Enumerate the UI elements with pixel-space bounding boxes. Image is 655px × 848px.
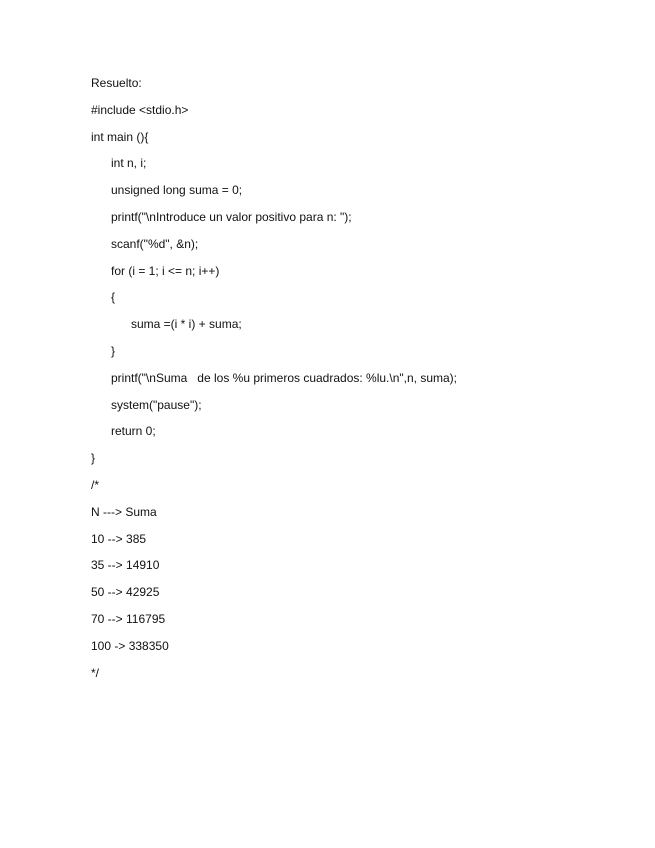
declare-vars-line: int n, i;	[111, 156, 147, 171]
result-row: 70 --> 116795	[91, 611, 166, 626]
result-row: 10 --> 385	[91, 531, 147, 546]
resuelto-heading: Resuelto:	[91, 76, 142, 90]
results-header: N ---> Suma	[91, 504, 157, 519]
return-line: return 0;	[111, 424, 156, 439]
document-body	[91, 75, 631, 691]
loop-open-brace: {	[111, 290, 116, 305]
declare-suma-line: unsigned long suma = 0;	[111, 183, 243, 198]
scanf-line: scanf("%d", &n);	[111, 236, 199, 251]
result-row: 35 --> 14910	[91, 558, 160, 573]
printf-prompt-line: printf("\nIntroduce un valor positivo para n: ");	[111, 209, 352, 224]
loop-body-line: suma =(i * i) + suma;	[131, 317, 242, 332]
main-close-brace: }	[91, 451, 96, 466]
main-signature-line: int main (){	[91, 129, 149, 144]
system-pause-line: system("pause");	[111, 397, 202, 412]
result-row: 100 -> 338350	[91, 638, 169, 653]
for-loop-line: for (i = 1; i <= n; i++)	[111, 263, 220, 278]
printf-result-line: printf("\nSuma de los %u primeros cuadrados: %lu.\n",n, suma);	[111, 370, 458, 385]
result-row: 50 --> 42925	[91, 585, 160, 600]
comment-close: */	[91, 665, 100, 680]
include-line: #include <stdio.h>	[91, 102, 189, 117]
loop-close-brace: }	[111, 343, 116, 358]
comment-open: /*	[91, 477, 100, 492]
